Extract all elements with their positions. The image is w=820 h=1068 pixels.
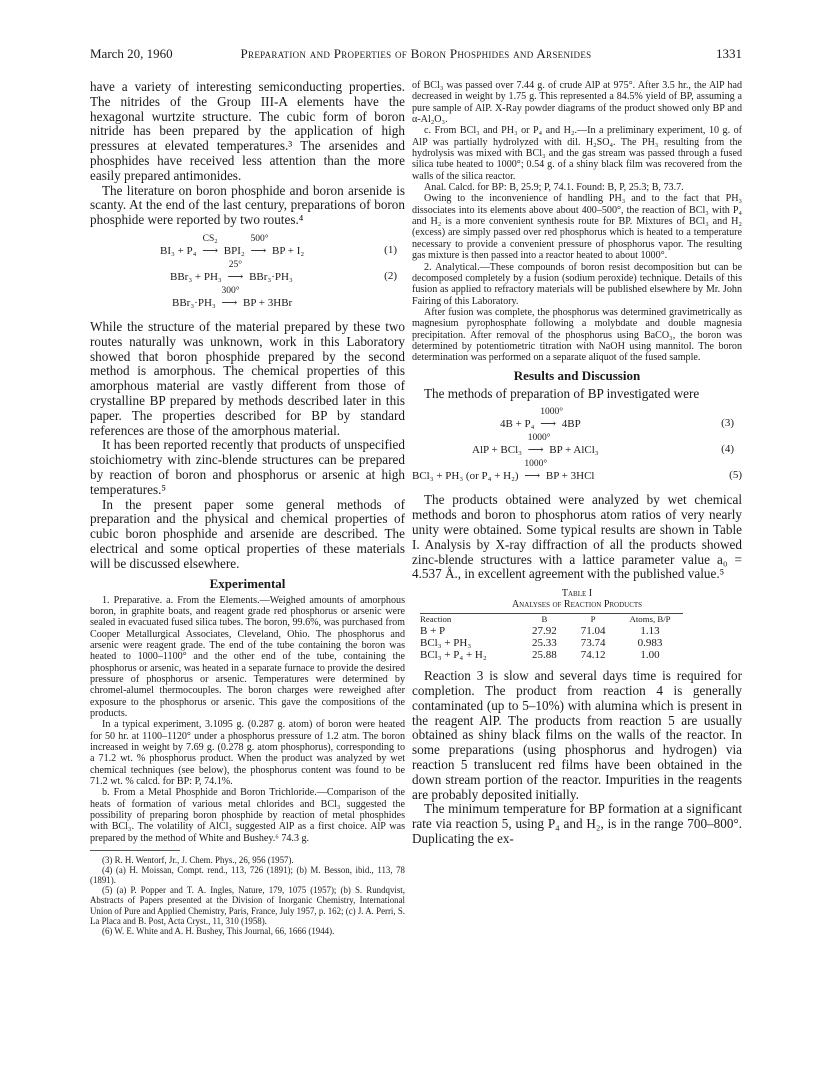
table-label: Table I [561, 588, 593, 600]
equation-number: (4) [721, 443, 734, 456]
eq-term: BP + AlCl₃ [549, 444, 599, 457]
paragraph: have a variety of interesting semiconducting properties. The nitrides of the Group III-A elements have the hexagonal wurtzite structure. The cubic form of boron nitride has been prepared by the application of high pressures at elevated temperatures.³ The arsenides and phosphides have received less attention than the more easily prepared antimonides. [90, 79, 405, 183]
table-row [420, 649, 683, 661]
eq-term: BBr₃·PH₃ [249, 270, 293, 283]
paragraph: After fusion was complete, the phosphorus was determined gravimetrically as magnesium pyrophosphate following a molybdate and double magnesia precipitation. After removal of the phosphorus using BaCO₃, the boron was determined by potentiometric titration with NaOH using mannitol. The boron determination was performed on a separate aliquot of the fused sample. [412, 306, 742, 364]
table-cell: 1.00 [640, 649, 660, 662]
table-cell: 74.12 [580, 649, 606, 662]
eq-term: BP + 3HCl [545, 470, 595, 483]
reaction-arrow: CS₂ ⟶ [202, 233, 219, 257]
equation-number: (2) [384, 269, 397, 282]
paragraph: 1. Preparative. a. From the Elements.—Weighed amounts of amorphous boron, in graphite boats, and reagent grade red phosphorus or arsenic were sealed in evacuated fused silica tubes. The boron, 99.6%, was purchased from Cooper Metallurgical Associates, Cleveland, Ohio. The phosphorus and arsenic were reagent grade. The end of the tube containing the boron was heated to 1000–1100° and the other end of the tube, containing the phosphorus or arsenic, was heated in a separate furnace to provide the desired pressure of phosphorus or arsenic. Temperatures were determined by chromel-alumel thermocouples. The boron charges were reweighed after exposure to the phosphorus or arsenic. This gave the compositions of the products. [90, 594, 405, 719]
eq-term: BPI₂ [223, 244, 245, 257]
paragraph: The products obtained were analyzed by wet chemical methods and boron to phosphorus atom ratios of very nearly unity were obtained. Some typical results are shown in Table I. Analysis by X-ray diffraction of all the products showed zinc-blende structures with a lattice parameter value a₀ = 4.537 Å., in excellent agreement with the published value.⁵ [412, 492, 742, 582]
paragraph: b. From a Metal Phosphide and Boron Trichloride.—Comparison of the heats of formation of various metal chlorides and BCl₃ suggested the possibility of preparing boron phosphide by reaction of metal phosphides with BCl₃. The volatility of AlCl₃ suggested AlP as a first choice. AlP was prepared by the method of White and Bushey.⁶ 74.3 g. [90, 787, 405, 844]
paragraph: While the structure of the material prepared by these two routes naturally was unknown, work in this Laboratory showed that boron phosphide prepared by the second method is amorphous. The chemical properties of this amorphous material are vastly different from those of crystalline BP prepared by methods described later in this paper. The properties described for BP by standard references are those of the amorphous material. [90, 318, 405, 438]
equation-1 [90, 233, 405, 264]
equation-3 [412, 407, 742, 437]
paragraph: The methods of preparation of BP investigated were [424, 385, 700, 401]
header-page-number: 1331 [716, 46, 742, 61]
table-cell: B + P [420, 625, 446, 638]
table-header: P [590, 614, 596, 625]
eq-term: BP + 3HBr [243, 296, 293, 309]
header-title: Preparation and Properties of Boron Phosphides and Arsenides [240, 46, 592, 61]
equation-number: (1) [384, 243, 397, 256]
section-heading: Experimental [209, 575, 286, 591]
eq-condition: CS₂ [202, 233, 218, 244]
paragraph: c. From BCl₃ and PH₃ or P₄ and H₂.—In a preliminary experiment, 10 g. of AlP was partially hydrolyzed with dil. H₂SO₄. The PH₃ resulting from the hydrolysis was mixed with BCl₃ and the gas stream was passed through a fused silica tube heated to 1000°; 0.54 g. of a shiny black film was recovered from the walls of the silica reactor. [412, 125, 742, 182]
equation-block [90, 233, 405, 316]
running-header [90, 46, 742, 66]
eq-condition: 500° [250, 233, 269, 244]
eq-term: BBr₃·PH₃ [172, 296, 216, 309]
eq-condition: 1000° [540, 407, 564, 418]
reaction-arrow: 1000° ⟶ [527, 433, 551, 457]
eq-term: BI₃ + P₄ [160, 244, 197, 257]
table-row [420, 637, 683, 649]
eq-term: 4B + P₄ [500, 418, 535, 431]
paragraph: In a typical experiment, 3.1095 g. (0.287 g. atom) of boron were heated for 50 hr. at 1100–1120° under a phosphorus pressure of 1.2 atm. The boron increased in weight by 7.69 g. (0.278 g. atom phosphorus), corresponding to a 71.2 wt. % phosphorus product. When the product was analyzed by wet chemical techniques (see below), the phosphorus content was found to be 71.2 wt. % calcd. for BP: P, 74.1%. [90, 719, 405, 788]
paragraph: The minimum temperature for BP formation at a significant rate via reaction 5, using P₄ and H₂, is in the range 700–800°. Duplicating the ex- [412, 801, 742, 846]
reaction-arrow: 500° ⟶ [250, 233, 269, 257]
table-cell: 0.983 [637, 637, 663, 650]
eq-condition: 1000° [527, 433, 551, 444]
table-cell: BCl₃ + P₄ + H₂ [420, 649, 487, 662]
table-1 [412, 588, 742, 661]
table-row [420, 625, 683, 637]
eq-condition: 25° [228, 259, 243, 270]
paragraph: It has been reported recently that products of unspecified stoichiometry with zinc-blende structures can be prepared by reaction of boron and phosphorus or arsenic at high temperatures.⁵ [90, 437, 405, 497]
table-cell: 27.92 [532, 625, 557, 638]
paragraph: In the present paper some general methods of preparation and the physical and chemical properties of cubic boron phosphide and arsenide are described. The electrical and some optical properties of these materials will be discussed elsewhere. [90, 496, 405, 571]
equation-4 [412, 433, 742, 463]
right-column [412, 80, 742, 847]
table-caption: Analyses of Reaction Products [511, 599, 643, 611]
paragraph: The literature on boron phosphide and boron arsenide is scanty. At the end of the last century, preparations of boron phosphide were reported by two routes.⁴ [90, 182, 405, 228]
eq-term: BP + I₂ [272, 244, 305, 257]
eq-condition: 1000° [524, 459, 548, 470]
eq-term: 4BP [561, 418, 581, 431]
paragraph: Owing to the inconvenience of handling PH₃ and to the fact that PH₃ dissociates into its elements above about 400–500°, the reaction of BCl₃ with P₄ and H₂ is a more convenient synthesis route for BP. Mixtures of BCl₃ and H₂ (excess) are simply passed over red phosphorus which is heated to a temperature necessary to provide a convenient pressure of phosphorus vapor. The resulting gas mixture is then passed into a reactor heated to about 1000°. [412, 193, 742, 262]
header-date: March 20, 1960 [90, 46, 173, 61]
table-cell: BCl₃ + PH₃ [420, 637, 472, 650]
eq-term: BCl₃ + PH₃ (or P₄ + H₂) [412, 470, 519, 483]
paragraph: 2. Analytical.—These compounds of boron resist decomposition but can be decomposed completely by a fusion (sodium peroxide) technique. Details of this fusion as applied to refractory materials will be published elsewhere by Mr. John Fairing of this Laboratory. [412, 261, 742, 307]
table-cell: 25.33 [532, 637, 557, 650]
reaction-arrow: 1000° ⟶ [540, 407, 564, 431]
table-header: Atoms, B/P [629, 614, 671, 625]
section-heading: Results and Discussion [513, 367, 641, 383]
equation-number: (5) [729, 469, 742, 482]
eq-term: AlP + BCl₃ [472, 444, 522, 457]
paragraph: of BCl₃ was passed over 7.44 g. of crude AlP at 975°. After 3.5 hr., the AlP had decreased in weight by 1.75 g. This represented a 84.5% yield of BP, assuming a pure sample of AlP. X-Ray powder diagrams of the product showed only BP and α-Al₂O₃. [412, 80, 742, 126]
footnote: (4) (a) H. Moissan, Compt. rend., 113, 726 (1891); (b) M. Besson, ibid., 113, 78 (1891). [90, 865, 405, 886]
table-cell: 71.04 [580, 625, 606, 638]
table-cell: 1.13 [640, 625, 660, 638]
table-header: Reaction [420, 614, 452, 625]
table-cell: 73.74 [580, 637, 606, 650]
left-column [90, 80, 405, 936]
reaction-arrow: 25° ⟶ [227, 259, 244, 283]
equation-2b [90, 285, 405, 316]
equation-5 [412, 459, 742, 489]
footnote: (6) W. E. White and A. H. Bushey, This Journal, 66, 1666 (1944). [102, 925, 335, 936]
eq-condition: 300° [221, 285, 240, 296]
table-cell: 25.88 [532, 649, 557, 662]
analyses-table [420, 613, 683, 661]
equation-2 [90, 259, 405, 290]
footnote: (3) R. H. Wentorf, Jr., J. Chem. Phys., 26, 956 (1957). [102, 855, 294, 866]
equation-block [412, 407, 742, 489]
paragraph: Reaction 3 is slow and several days time is required for completion. The product from reaction 4 is generally contaminated (up to 5–10%) with alumina which is present in the reagent AlP. The products from reaction 5 are usually obtained as shiny black films on the walls of the reactor. In some preparations (using phosphorus and hydrogen) via reaction 5 translucent red films have been obtained in the down stream portion of the reactor. Impurities in the reagents are probably deposited initially. [412, 668, 742, 802]
eq-term: BBr₃ + PH₃ [170, 270, 222, 283]
reaction-arrow: 300° ⟶ [221, 285, 240, 309]
reaction-arrow: 1000° ⟶ [524, 459, 548, 483]
footnote: (5) (a) P. Popper and T. A. Ingles, Nature, 179, 1075 (1957); (b) S. Rundqvist, Abstracts of Papers presented at the Division of Inorganic Chemistry, International Union of Pure and Applied Chemistry, Paris, France, July 1957, p. 162; (c) J. A. Perri, S. La Placa and B. Post, Acta Cryst., 11, 310 (1958). [90, 885, 405, 926]
equation-number: (3) [721, 417, 734, 430]
footnote-rule [90, 850, 180, 851]
table-header: B [541, 614, 548, 625]
paragraph: Anal. Calcd. for BP: B, 25.9; P, 74.1. Found: B, P, 25.3; B, 73.7. [424, 182, 684, 194]
